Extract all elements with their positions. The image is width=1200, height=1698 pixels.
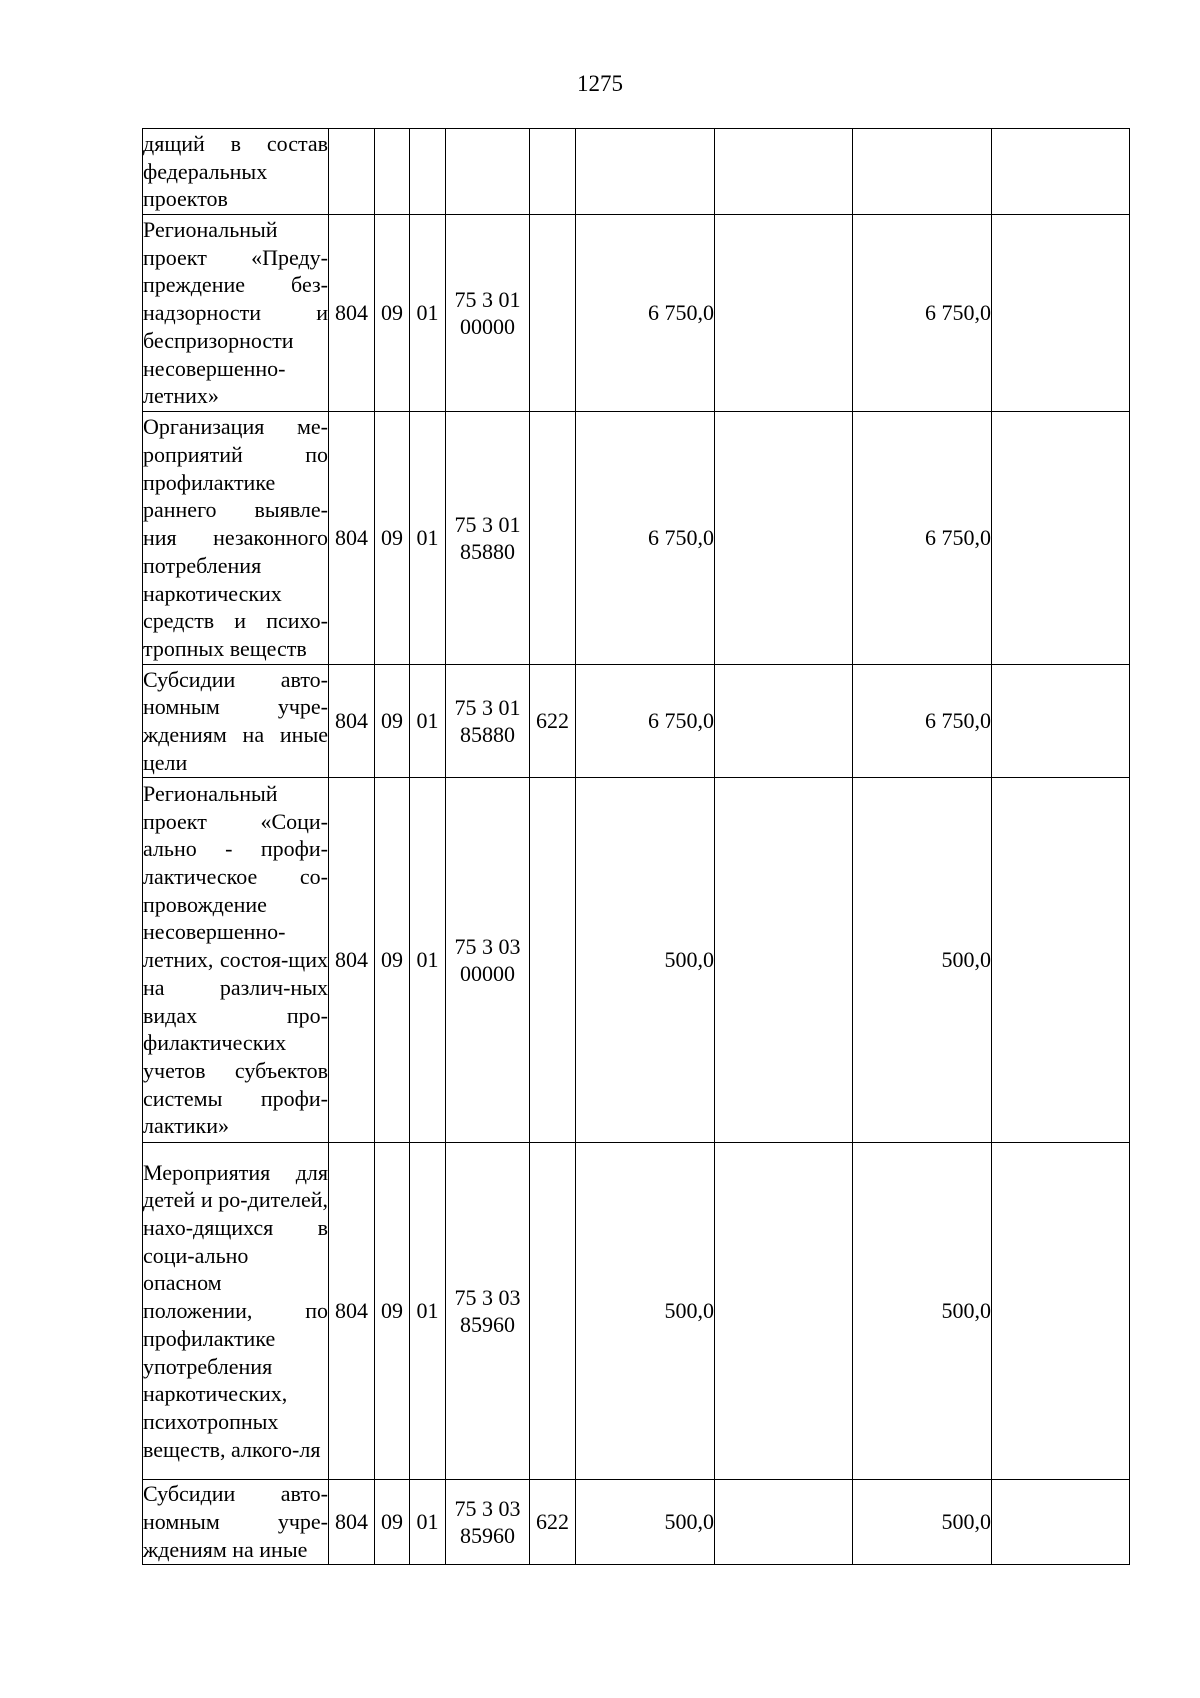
row-name: Субсидии авто-номным учре-ждениям на иные — [143, 1480, 329, 1565]
row-name: дящий в состав федеральных проектов — [143, 129, 329, 215]
row-name: Организация ме-роприятий по профилактике раннего выявле-ния незаконного потребления наркотических средств и психо-тропных веществ — [143, 412, 329, 665]
pr-code: 01 — [410, 665, 446, 778]
vr-code: 622 — [530, 1480, 576, 1565]
rz-code: 09 — [375, 1480, 410, 1565]
amount-cell: 500,0 — [853, 1480, 992, 1565]
amount-cell: 500,0 — [853, 778, 992, 1143]
vr-code: 622 — [530, 665, 576, 778]
amount-cell: 500,0 — [853, 1143, 992, 1480]
amount-cell — [992, 778, 1130, 1143]
pr-code: 01 — [410, 1480, 446, 1565]
vr-code — [530, 1143, 576, 1480]
amount-cell — [992, 215, 1130, 412]
csr-code: 75 3 03 85960 — [446, 1480, 530, 1565]
budget-table — [142, 128, 1130, 1565]
amount-cell — [715, 412, 853, 665]
row-name: Субсидии авто-номным учре-ждениям на иные цели — [143, 665, 329, 778]
amount-cell — [715, 778, 853, 1143]
amount-cell — [576, 129, 715, 215]
amount-cell — [853, 129, 992, 215]
gr-code: 804 — [329, 412, 375, 665]
gr-code: 804 — [329, 778, 375, 1143]
row-name: Региональный проект «Преду-преждение без-надзорности и беспризорности несовершенно-летних» — [143, 215, 329, 412]
amount-cell — [992, 412, 1130, 665]
page-number: 1275 — [577, 71, 623, 96]
amount-cell: 6 750,0 — [576, 412, 715, 665]
amount-cell — [715, 1143, 853, 1480]
csr-code: 75 3 01 85880 — [446, 412, 530, 665]
csr-code: 75 3 01 85880 — [446, 665, 530, 778]
csr-code — [446, 129, 530, 215]
row-name: Региональный проект «Соци-ально - профи-лактическое со-провождение несовершенно-летних, состоя-щих на различ-ных видах про-филактических учетов субъектов системы профи-лактики» — [143, 778, 329, 1143]
amount-cell — [715, 665, 853, 778]
table-row — [143, 412, 1130, 665]
amount-cell: 6 750,0 — [576, 665, 715, 778]
amount-cell: 6 750,0 — [853, 412, 992, 665]
amount-cell — [992, 1143, 1130, 1480]
amount-cell: 500,0 — [576, 778, 715, 1143]
pr-code: 01 — [410, 778, 446, 1143]
amount-cell: 500,0 — [576, 1143, 715, 1480]
table-row — [143, 129, 1130, 215]
row-name: Мероприятия для детей и ро-дителей, нахо-дящихся в соци-ально опасном положении, по профилактике употребления наркотических, психотропных веществ, алкого-ля — [143, 1143, 329, 1480]
pr-code: 01 — [410, 215, 446, 412]
amount-cell — [992, 665, 1130, 778]
pr-code — [410, 129, 446, 215]
vr-code — [530, 215, 576, 412]
gr-code: 804 — [329, 665, 375, 778]
csr-code: 75 3 03 00000 — [446, 778, 530, 1143]
amount-cell: 6 750,0 — [853, 665, 992, 778]
amount-cell — [715, 129, 853, 215]
rz-code: 09 — [375, 1143, 410, 1480]
pr-code: 01 — [410, 412, 446, 665]
table-row — [143, 778, 1130, 1143]
table-row — [143, 215, 1130, 412]
amount-cell: 6 750,0 — [853, 215, 992, 412]
csr-code: 75 3 01 00000 — [446, 215, 530, 412]
amount-cell — [992, 129, 1130, 215]
table-row — [143, 1143, 1130, 1480]
vr-code — [530, 129, 576, 215]
vr-code — [530, 412, 576, 665]
gr-code: 804 — [329, 1143, 375, 1480]
gr-code: 804 — [329, 215, 375, 412]
table-row — [143, 665, 1130, 778]
table-row — [143, 1480, 1130, 1565]
amount-cell: 6 750,0 — [576, 215, 715, 412]
amount-cell — [992, 1480, 1130, 1565]
rz-code: 09 — [375, 778, 410, 1143]
rz-code: 09 — [375, 215, 410, 412]
vr-code — [530, 778, 576, 1143]
rz-code: 09 — [375, 665, 410, 778]
csr-code: 75 3 03 85960 — [446, 1143, 530, 1480]
amount-cell: 500,0 — [576, 1480, 715, 1565]
amount-cell — [715, 1480, 853, 1565]
rz-code: 09 — [375, 412, 410, 665]
rz-code — [375, 129, 410, 215]
gr-code: 804 — [329, 1480, 375, 1565]
gr-code — [329, 129, 375, 215]
pr-code: 01 — [410, 1143, 446, 1480]
amount-cell — [715, 215, 853, 412]
